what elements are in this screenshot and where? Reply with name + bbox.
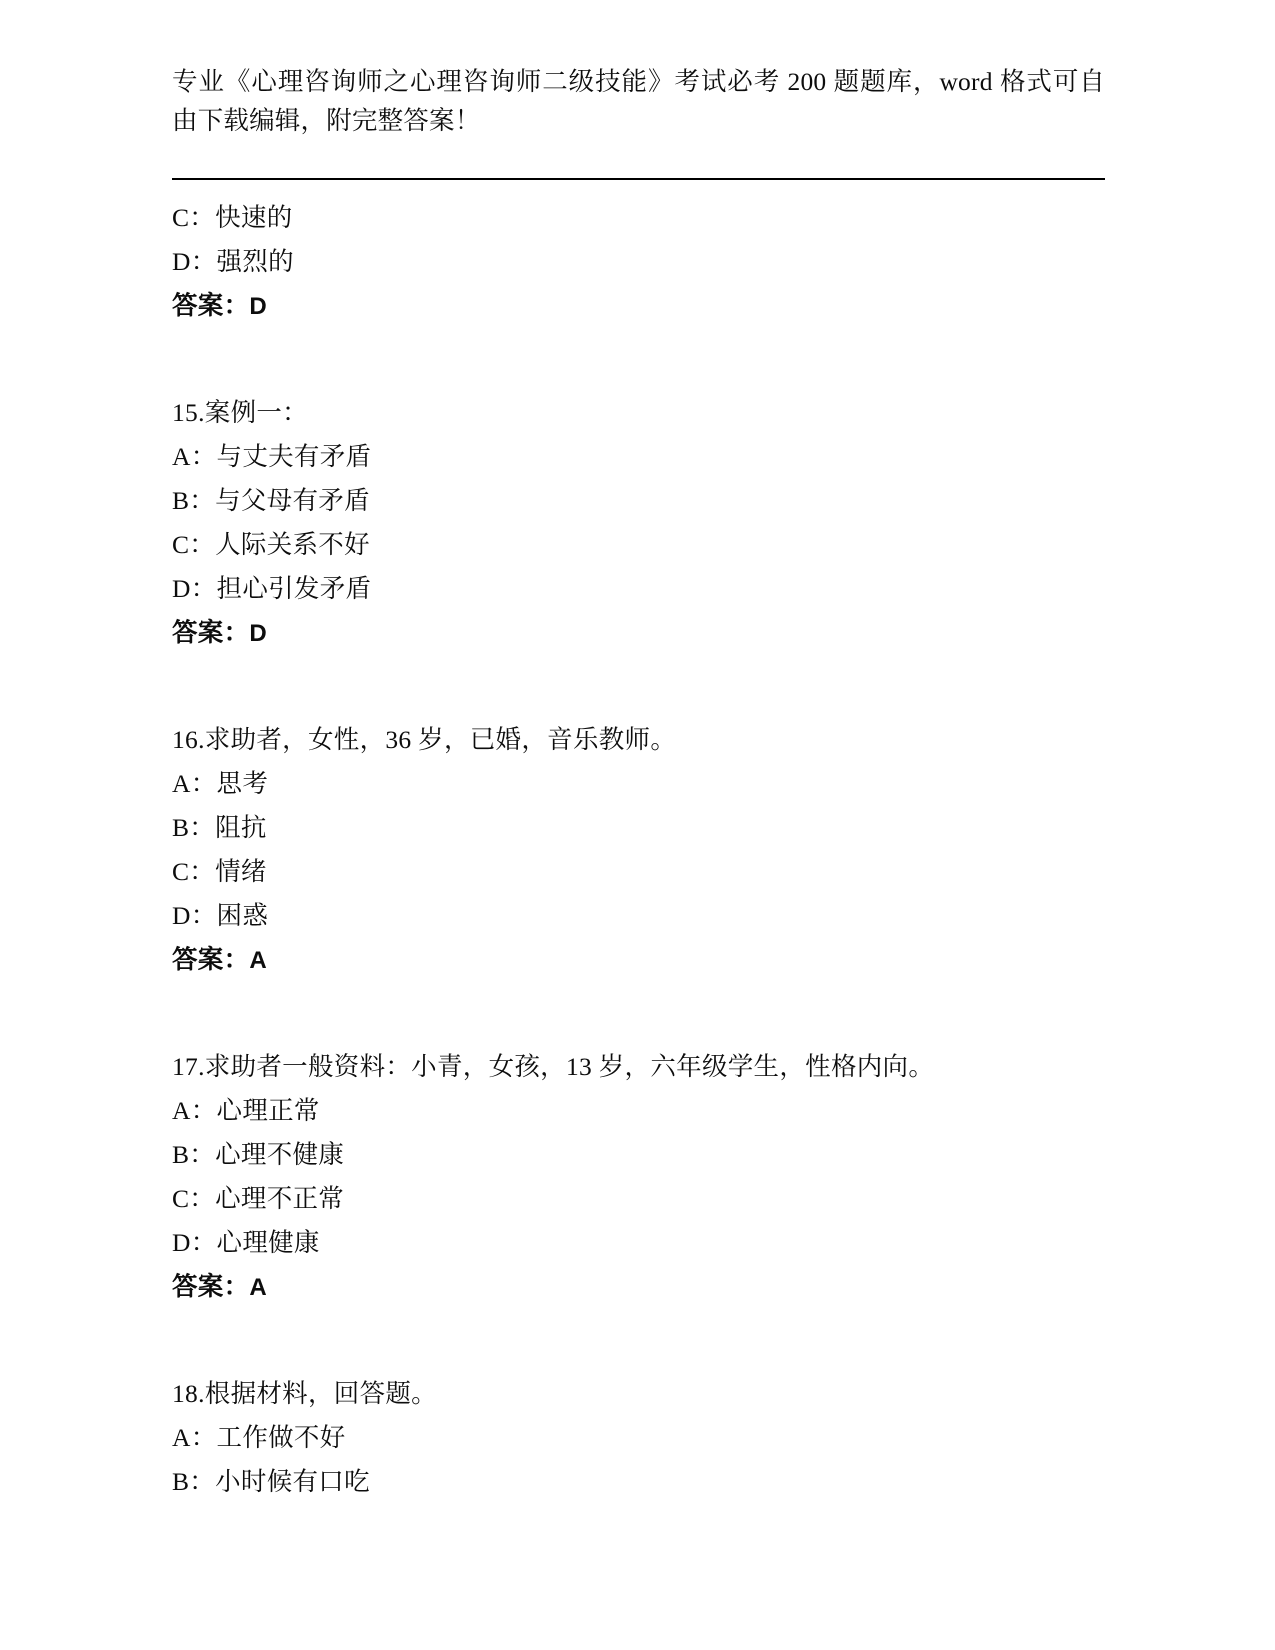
answer-line	[172, 284, 1105, 329]
question-stem	[172, 718, 1105, 762]
option-line: B：心理不健康	[172, 1140, 345, 1169]
continued-question-block	[172, 196, 1105, 329]
question-stem	[172, 1372, 1105, 1416]
answer-value: D	[249, 293, 268, 320]
option-line: A：思考	[172, 769, 269, 798]
question-number: 15.	[172, 398, 205, 427]
question-block-16	[172, 718, 1105, 983]
block-spacer	[172, 983, 1105, 1045]
answer-label: 答案：	[172, 1272, 250, 1301]
block-spacer	[172, 656, 1105, 718]
answer-label: 答案：	[172, 945, 250, 974]
header-divider	[172, 178, 1105, 180]
document-body	[172, 196, 1105, 1504]
question-stem	[172, 391, 1105, 435]
option-line: B：与父母有矛盾	[172, 486, 370, 515]
option-line: B：阻抗	[172, 813, 267, 842]
option-line: C：快速的	[172, 203, 293, 232]
question-block-18	[172, 1372, 1105, 1504]
option-line: B：小时候有口吃	[172, 1467, 370, 1496]
question-text: 根据材料，回答题。	[204, 1379, 437, 1408]
page-header-title: 专业《心理咨询师之心理咨询师二级技能》考试必考 200 题题库，word 格式可自由下载编辑，附完整答案！	[172, 67, 1105, 135]
option-line: C：人际关系不好	[172, 530, 370, 559]
answer-label: 答案：	[172, 291, 250, 320]
answer-line	[172, 1265, 1105, 1310]
answer-line	[172, 611, 1105, 656]
answer-value: A	[249, 947, 268, 974]
option-line: C：情绪	[172, 857, 267, 886]
question-number: 17.	[172, 1052, 205, 1081]
answer-line	[172, 938, 1105, 983]
answer-value: A	[249, 1274, 268, 1301]
question-text: 求助者一般资料：小青，女孩，13 岁，六年级学生，性格内向。	[204, 1052, 935, 1081]
answer-label: 答案：	[172, 618, 250, 647]
block-spacer	[172, 1310, 1105, 1372]
question-block-17	[172, 1045, 1105, 1310]
option-line: A：心理正常	[172, 1096, 320, 1125]
option-line: D：困惑	[172, 901, 269, 930]
option-line: D：担心引发矛盾	[172, 574, 372, 603]
option-line: A：与丈夫有矛盾	[172, 442, 372, 471]
question-number: 16.	[172, 725, 205, 754]
question-block-15	[172, 391, 1105, 656]
answer-value: D	[249, 620, 268, 647]
option-line: A：工作做不好	[172, 1423, 346, 1452]
question-number: 18.	[172, 1379, 205, 1408]
question-stem	[172, 1045, 1105, 1089]
option-line: D：强烈的	[172, 247, 294, 276]
block-spacer	[172, 329, 1105, 391]
option-line: C：心理不正常	[172, 1184, 345, 1213]
option-line: D：心理健康	[172, 1228, 320, 1257]
question-text: 案例一：	[204, 398, 308, 427]
question-text: 求助者，女性，36 岁，已婚，音乐教师。	[204, 725, 677, 754]
